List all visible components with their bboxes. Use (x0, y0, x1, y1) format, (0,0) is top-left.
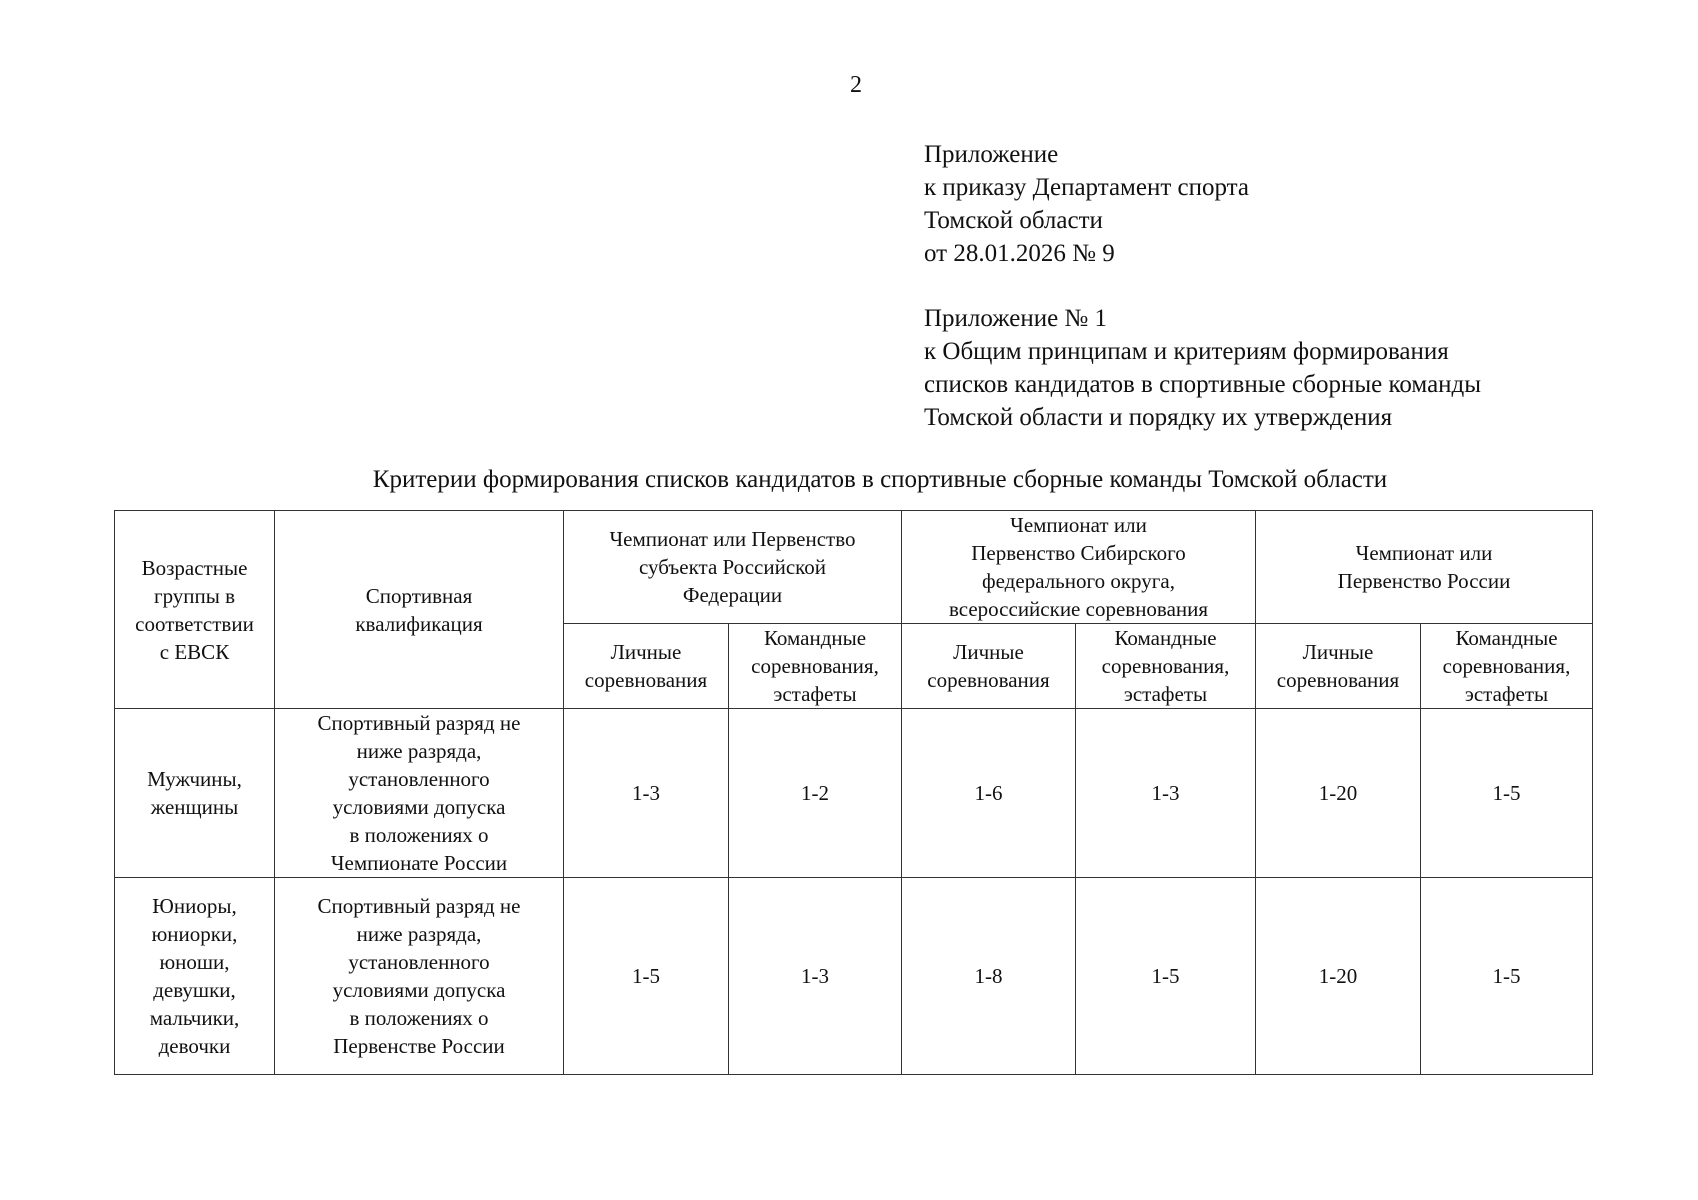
age-group-line: юноши, (159, 950, 230, 974)
header-russia-championship (1256, 511, 1593, 624)
value-cell: 1-8 (902, 878, 1076, 1075)
appendix-order-line: к приказу Департамент спорта (924, 174, 1249, 201)
appendix-principles-block (924, 302, 1481, 434)
subheader-individual-line: соревнования (927, 668, 1050, 692)
age-group-line: юниорки, (151, 922, 238, 946)
subheader-individual-line: Личные (953, 640, 1024, 664)
header-siberian-line: всероссийские соревнования (948, 597, 1209, 621)
header-russia-line: Чемпионат или (1355, 541, 1493, 565)
age-group-line: Юниоры, (152, 894, 237, 918)
qualification-line: ниже разряда, (356, 739, 482, 763)
header-regional-line: Чемпионат или Первенство (609, 527, 856, 551)
subheader-team-line: соревнования, (1442, 654, 1571, 678)
appendix-order-line: Томской области (924, 207, 1103, 234)
subheader-team-line: эстафеты (773, 682, 857, 706)
age-group-cell (115, 709, 275, 878)
appendix-principles-line: Приложение № 1 (924, 305, 1108, 332)
appendix-principles-line: к Общим принципам и критериям формирования (924, 338, 1449, 365)
value-cell: 1-20 (1256, 878, 1421, 1075)
table-title: Критерии формирования списков кандидатов в спортивные сборные команды Томской области (372, 466, 1388, 493)
header-siberian-line: Чемпионат или (1010, 513, 1147, 537)
age-group-cell (115, 878, 275, 1075)
value-cell: 1-20 (1256, 709, 1421, 878)
header-age-group-line: группы в (153, 583, 236, 608)
value-cell: 1-6 (902, 709, 1076, 878)
qualification-line: Чемпионате России (330, 851, 508, 875)
header-age-group-line: Возрастные (141, 555, 248, 580)
value-cell: 1-5 (1421, 709, 1593, 878)
subheader-team-line: Командные (763, 626, 867, 650)
subheader-individual (564, 624, 729, 709)
value-cell: 1-3 (729, 878, 902, 1075)
subheader-individual-line: соревнования (1276, 668, 1400, 692)
qualification-line: в положениях о (349, 1006, 489, 1030)
value-cell: 1-5 (1076, 878, 1256, 1075)
value-cell: 1-5 (564, 878, 729, 1075)
subheader-individual-line: соревнования (584, 668, 708, 692)
qualification-line: условиями допуска (332, 795, 506, 819)
subheader-individual (902, 624, 1076, 709)
appendix-principles-line: Томской области и порядку их утверждения (924, 404, 1393, 431)
appendix-order-block (924, 138, 1249, 270)
header-age-group-line: соответствии (135, 611, 254, 636)
value-cell: 1-3 (564, 709, 729, 878)
subheader-team-line: эстафеты (1123, 682, 1208, 706)
header-qualification-line: квалификация (355, 611, 483, 636)
subheader-team-line: эстафеты (1464, 682, 1549, 706)
qualification-line: Спортивный разряд не (317, 894, 521, 918)
header-regional-line: Федерации (682, 583, 783, 607)
qualification-line: установленного (348, 950, 490, 974)
appendix-principles-line: списков кандидатов в спортивные сборные команды (924, 371, 1482, 398)
subheader-team-line: Командные (1114, 626, 1217, 650)
criteria-table (114, 510, 1593, 1075)
subheader-team (1076, 624, 1256, 709)
subheader-individual-line: Личные (610, 640, 682, 664)
header-regional-championship (564, 511, 902, 624)
subheader-team (1421, 624, 1593, 709)
header-siberian-championship (902, 511, 1256, 624)
header-age-group (115, 511, 275, 709)
qualification-cell (275, 709, 564, 878)
page-number: 2 (850, 72, 862, 98)
qualification-line: установленного (348, 767, 490, 791)
header-russia-line: Первенство России (1337, 569, 1511, 593)
subheader-team-line: соревнования, (751, 654, 879, 678)
value-cell: 1-3 (1076, 709, 1256, 878)
qualification-line: Первенстве России (333, 1034, 505, 1058)
table-row (115, 709, 1593, 878)
age-group-line: девочки (158, 1034, 231, 1058)
appendix-order-line: от 28.01.2026 № 9 (924, 240, 1115, 267)
qualification-line: Спортивный разряд не (317, 711, 521, 735)
header-age-group-line: с ЕВСК (159, 639, 230, 664)
appendix-order-line: Приложение (924, 141, 1059, 168)
header-qualification-line: Спортивная (365, 583, 473, 608)
qualification-line: условиями допуска (332, 978, 506, 1002)
subheader-team (729, 624, 902, 709)
header-siberian-line: Первенство Сибирского (971, 541, 1186, 565)
age-group-line: девушки, (153, 978, 236, 1002)
subheader-individual-line: Личные (1302, 640, 1374, 664)
subheader-team-line: соревнования, (1101, 654, 1230, 678)
header-siberian-line: федерального округа, (982, 569, 1175, 593)
age-group-line: мальчики, (149, 1006, 240, 1030)
subheader-team-line: Командные (1455, 626, 1558, 650)
table-row (115, 878, 1593, 1075)
qualification-line: в положениях о (349, 823, 489, 847)
qualification-line: ниже разряда, (356, 922, 482, 946)
age-group-line: женщины (150, 795, 239, 819)
age-group-line: Мужчины, (147, 767, 242, 791)
header-qualification (275, 511, 564, 709)
value-cell: 1-2 (729, 709, 902, 878)
subheader-individual (1256, 624, 1421, 709)
qualification-cell (275, 878, 564, 1075)
header-regional-line: субъекта Российской (638, 555, 827, 579)
value-cell: 1-5 (1421, 878, 1593, 1075)
